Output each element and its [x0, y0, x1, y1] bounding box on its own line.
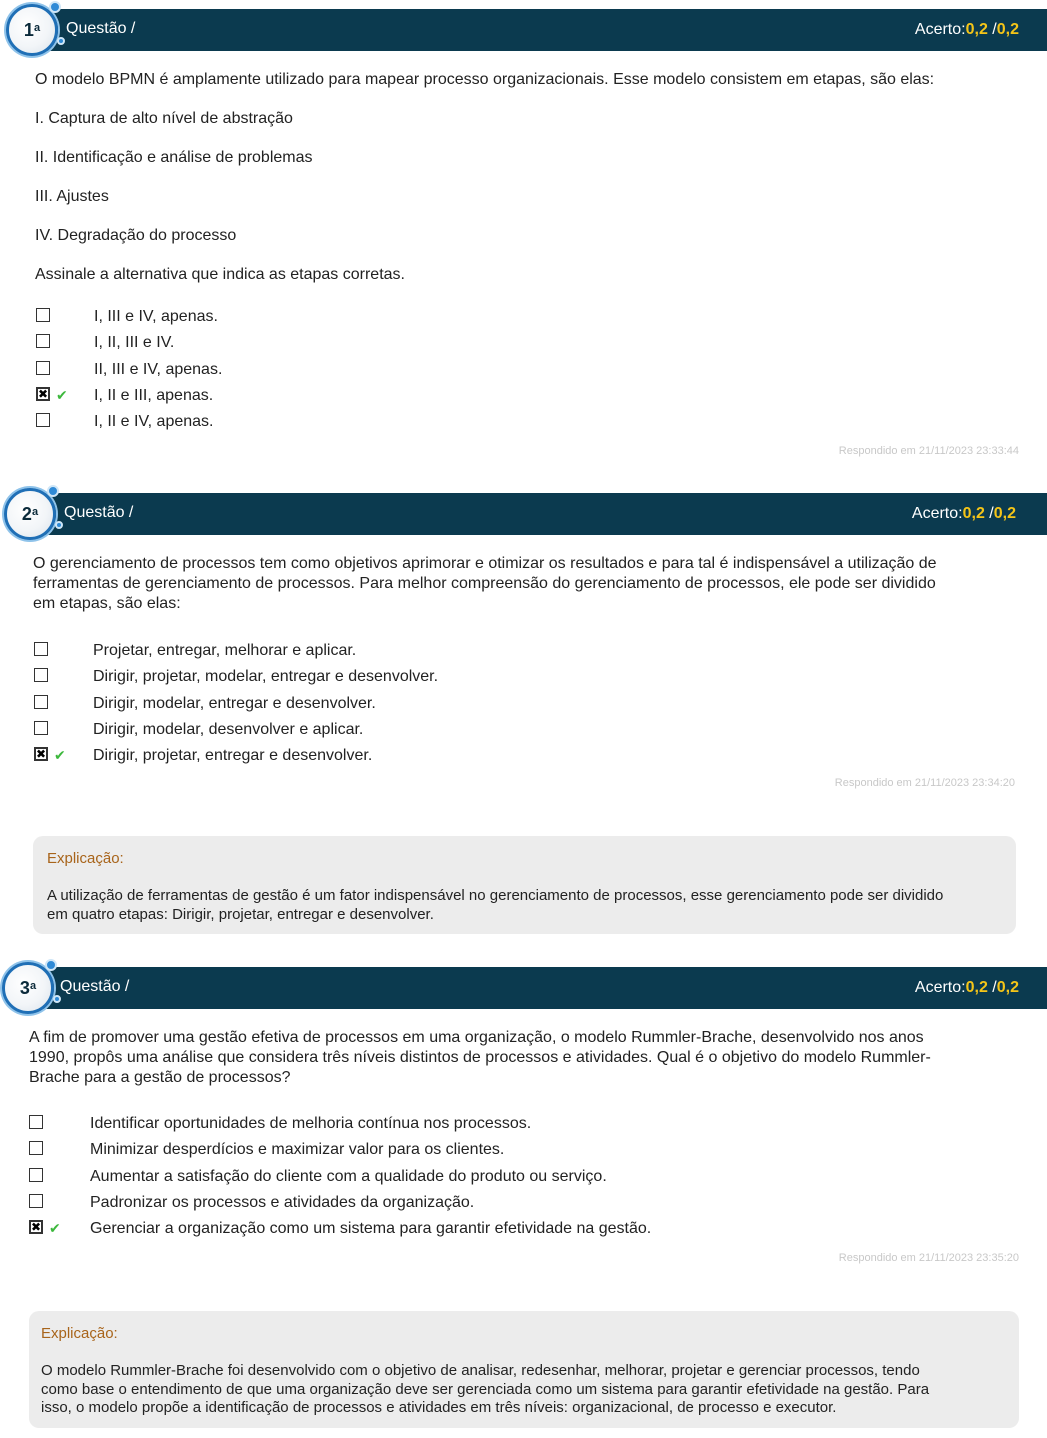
answered-timestamp: Respondido em 21/11/2023 23:33:44: [838, 445, 1019, 457]
question-header: [28, 9, 1047, 51]
option-item[interactable]: [36, 361, 636, 387]
bubble-icon: [55, 521, 63, 529]
checked-checkbox-icon[interactable]: ✖: [37, 386, 49, 401]
option-label: I, II e III, apenas.: [94, 386, 214, 404]
score: [915, 21, 1019, 39]
statement-line: O modelo BPMN é amplamente utilizado para mapear processo organizacionais. Esse modelo consistem em etapas, são elas:: [35, 71, 935, 88]
score-separator: /: [992, 21, 997, 38]
options-list: [29, 1115, 789, 1246]
option-item[interactable]: [29, 1141, 789, 1167]
score-total: 0,2: [993, 505, 1016, 522]
score-value: 0,2: [965, 21, 988, 38]
question-title: Questão /: [60, 978, 130, 995]
option-label: Minimizar desperdícios e maximizar valor para os clientes.: [90, 1141, 505, 1159]
checkbox[interactable]: [36, 308, 50, 322]
option-item[interactable]: [29, 1168, 789, 1194]
explanation-title: Explicação:: [41, 1325, 118, 1342]
statement-line: A fim de promover uma gestão efetiva de processos em uma organização, o modelo Rummler-Brache, desenvolvido nos anos: [29, 1029, 924, 1046]
checkbox[interactable]: [34, 668, 48, 682]
option-item[interactable]: [34, 721, 634, 747]
answered-timestamp: Respondido em 21/11/2023 23:35:20: [838, 1252, 1019, 1264]
explanation-text: [41, 1362, 1011, 1418]
score: [912, 505, 1016, 523]
checkbox[interactable]: [36, 413, 50, 427]
question-header: [28, 493, 1047, 535]
statement-line: IV. Degradação do processo: [35, 227, 237, 244]
score: [915, 979, 1019, 997]
checkbox[interactable]: [34, 721, 48, 735]
statement-line: Brache para a gestão de processos?: [29, 1069, 291, 1086]
checkbox[interactable]: [34, 695, 48, 709]
option-item-selected[interactable]: [36, 387, 636, 413]
option-item-selected[interactable]: [34, 747, 634, 773]
bubble-icon: [57, 37, 65, 45]
statement-line: II. Identificação e análise de problemas: [35, 149, 313, 166]
score-value: 0,2: [965, 979, 988, 996]
score-label: Acerto:: [914, 21, 966, 38]
option-label: Gerenciar a organização como um sistema para garantir efetividade na gestão.: [90, 1220, 652, 1238]
option-item[interactable]: [34, 668, 634, 694]
explanation-box: [33, 836, 1016, 934]
statement-line: 1990, propôs uma análise que considera três níveis distintos de processos e atividades. Qual é o objetivo do modelo Rummler-: [29, 1049, 931, 1066]
checked-checkbox-icon[interactable]: ✖: [35, 747, 47, 762]
checkbox[interactable]: [29, 1115, 43, 1129]
correct-check-icon: ✔: [49, 1220, 61, 1237]
option-label: Dirigir, modelar, desenvolver e aplicar.: [93, 720, 364, 738]
explanation-line: como base o entendimento de que uma organização deve ser gerenciada como um sistema para garantir efetividade na gestão. Para: [41, 1380, 930, 1398]
question-2: [0, 485, 1047, 945]
badge-ordinal: a: [31, 506, 39, 518]
option-item-selected[interactable]: [29, 1220, 789, 1246]
explanation-line: em quatro etapas: Dirigir, projetar, entregar e desenvolver.: [47, 905, 434, 923]
correct-check-icon: ✔: [54, 747, 66, 764]
badge-number: 2: [21, 503, 32, 524]
question-1: [0, 0, 1047, 470]
question-title: Questão /: [64, 504, 134, 521]
score-separator: /: [989, 505, 994, 522]
statement-line: O gerenciamento de processos tem como objetivos aprimorar e otimizar os resultados e para tal é indispensável a utilização de: [33, 555, 937, 572]
question-statement: [35, 70, 1025, 285]
badge-ordinal: a: [33, 22, 41, 34]
bubble-icon: [53, 995, 61, 1003]
option-label: Padronizar os processos e atividades da organização.: [90, 1193, 475, 1211]
explanation-line: A utilização de ferramentas de gestão é um fator indispensável no gerenciamento de processos, esse gerenciamento pode ser dividido: [47, 887, 944, 904]
answered-timestamp: Respondido em 21/11/2023 23:34:20: [834, 777, 1015, 789]
statement-line: em etapas, são elas:: [33, 595, 181, 612]
statement-line: Assinale a alternativa que indica as etapas corretas.: [35, 266, 405, 283]
option-label: Dirigir, projetar, modelar, entregar e desenvolver.: [93, 668, 439, 686]
checkbox[interactable]: [36, 361, 50, 375]
question-title: Questão /: [66, 20, 136, 37]
option-label: I, II e IV, apenas.: [94, 413, 214, 431]
bubble-icon: [47, 485, 59, 497]
checkbox[interactable]: [29, 1194, 43, 1208]
statement-line: I. Captura de alto nível de abstração: [35, 110, 293, 127]
option-item[interactable]: [29, 1115, 789, 1141]
checked-checkbox-icon[interactable]: ✖: [30, 1220, 42, 1235]
checkbox[interactable]: [29, 1141, 43, 1155]
correct-check-icon: ✔: [56, 386, 68, 403]
bubble-icon: [45, 959, 57, 971]
checkbox[interactable]: [34, 642, 48, 656]
score-total: 0,2: [996, 21, 1019, 38]
badge-number: 3: [19, 977, 30, 998]
options-list: [36, 308, 636, 439]
statement-line: ferramentas de gerenciamento de processos. Para melhor compreensão do gerenciamento de processos, ele pode ser dividido: [33, 575, 936, 592]
option-label: I, III e IV, apenas.: [94, 308, 218, 325]
explanation-text: [47, 887, 1007, 924]
options-list: [34, 642, 634, 773]
question-number-badge: [4, 488, 56, 540]
option-item[interactable]: [36, 413, 636, 439]
explanation-title: Explicação:: [47, 850, 124, 867]
explanation-line: O modelo Rummler-Brache foi desenvolvido com o objetivo de analisar, redesenhar, melhorar, projetar e gerenciar processos, tendo: [41, 1362, 920, 1379]
explanation-line: isso, o modelo propõe a identificação de processos e atividades em três níveis: organizacional, de processo e executor.: [41, 1399, 837, 1416]
score-total: 0,2: [996, 979, 1019, 996]
option-label: II, III e IV, apenas.: [94, 360, 223, 378]
option-label: Aumentar a satisfação do cliente com a qualidade do produto ou serviço.: [90, 1167, 607, 1185]
question-number-badge: [2, 962, 54, 1014]
option-label: Projetar, entregar, melhorar e aplicar.: [93, 642, 357, 659]
option-label: Dirigir, projetar, entregar e desenvolver.: [93, 747, 373, 765]
bubble-icon: [49, 1, 61, 13]
badge-number: 1: [23, 19, 34, 40]
option-item[interactable]: [29, 1194, 789, 1220]
score-value: 0,2: [962, 505, 985, 522]
statement-line: III. Ajustes: [35, 188, 109, 205]
option-label: Identificar oportunidades de melhoria contínua nos processos.: [90, 1115, 532, 1132]
option-label: Dirigir, modelar, entregar e desenvolver.: [93, 694, 376, 712]
question-statement: [29, 1028, 1024, 1088]
badge-ordinal: a: [29, 980, 37, 992]
question-header: [28, 967, 1047, 1009]
question-3: [0, 958, 1047, 1438]
question-statement: [33, 554, 1023, 614]
checkbox[interactable]: [29, 1168, 43, 1182]
score-label: Acerto:: [911, 505, 963, 522]
explanation-box: [29, 1311, 1019, 1428]
score-label: Acerto:: [914, 979, 966, 996]
option-label: I, II, III e IV.: [94, 334, 175, 352]
checkbox[interactable]: [36, 334, 50, 348]
option-item[interactable]: [34, 695, 634, 721]
score-separator: /: [992, 979, 997, 996]
option-item[interactable]: [34, 642, 634, 668]
option-item[interactable]: [36, 334, 636, 360]
option-item[interactable]: [36, 308, 636, 334]
question-number-badge: [6, 4, 58, 56]
